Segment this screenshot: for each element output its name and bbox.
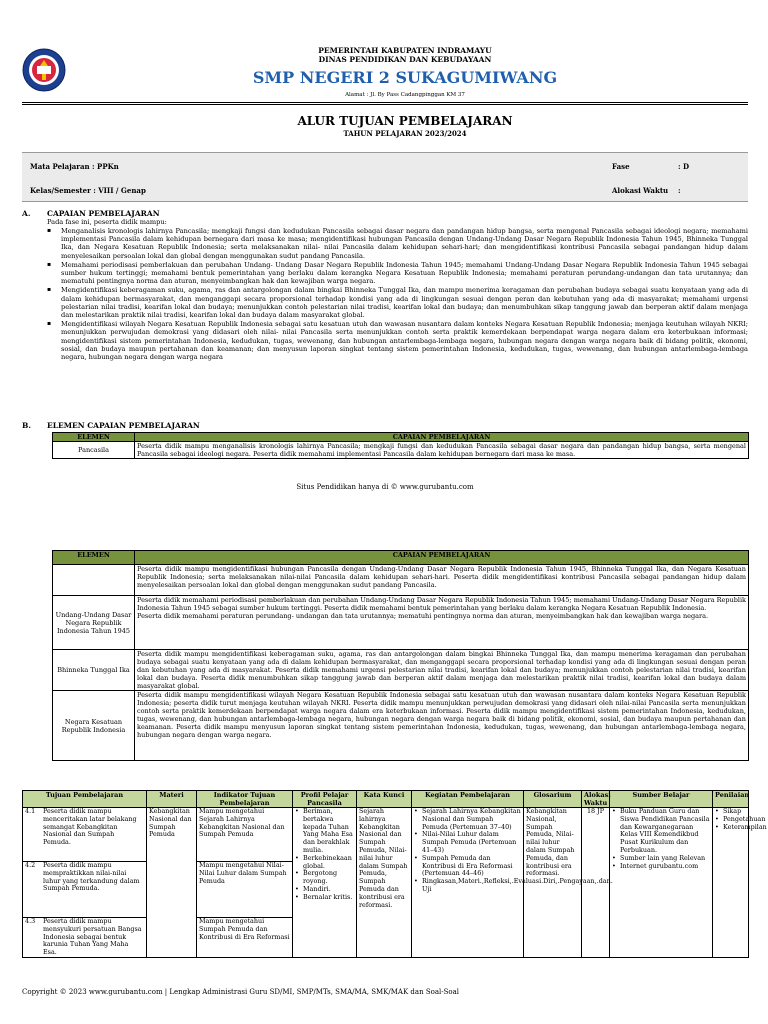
class-label: Kelas/Semester : VIII / Genap xyxy=(30,186,146,195)
tujuan-number: 4.2 xyxy=(25,861,36,869)
col-profil: Profil Pelajar Pancasila xyxy=(293,791,357,808)
capaian-cell: Peserta didik mampu mengidentifikasi keberagaman suku, agama, ras dan antargolongan dalam bingkai Bhinneka Tunggal Ika, dan mampu menerima keragaman dan perubahan budaya sebagai suatu kenyataan yang ada di dalam kehidupan bermasyarakat, dan menganggapi secara proporsional terhadap kondisi yang ada di lingkungan sesuai dengan peran dan kebutuhan yang ada di masyarakat. Peserta didik memahami urgensi pelestarian nilai tradisi, kearifan lokal dan budaya; menunjukkan contoh pelestarian nilai tradisi, kearifan lokal dan budaya. Peserta didik menumbuhkan sikap tanggung jawab dan berperan aktif dalam menjaga dan melestarikan praktik nilai tradisi, kearifan lokal dan budaya dalam masyarakat global. xyxy=(135,650,749,691)
col-elemen: ELEMEN xyxy=(53,551,135,565)
capaian-cell: Peserta didik mampu mengidentifikasi hubungan Pancasila dengan Undang-Undang Dasar Negara Republik Indonesia Tahun 1945, Bhinneka Tunggal Ika, dan Negara Kesatuan Republik Indonesia; serta melaksanakan nilai-nilai Pancasila dalam kehidupan sehari-hari. Peserta didik mengidentifikasi kontribusi Pancasila sebagai pandangan hidup dalam menyelesaikan persoalan lokal dan global dengan menggunakan sudut pandang Pancasila. xyxy=(135,565,749,596)
col-penilaian: Penilaian xyxy=(713,791,749,808)
indikator-item: Mampu mengetahui Nilai-Nilai Luhur dalam Sumpah Pemuda xyxy=(197,862,292,918)
elemen-table xyxy=(52,550,749,761)
school-name: SMP NEGERI 2 SUKAGUMIWANG xyxy=(252,68,558,87)
col-tujuan: Tujuan Pembelajaran xyxy=(23,791,147,808)
penilaian-item: • Pengetahuan xyxy=(715,816,746,824)
penilaian-cell xyxy=(713,807,767,958)
atp-table xyxy=(22,790,767,958)
profil-item: • Berkebinekaan global. xyxy=(295,855,354,871)
section-a-bullet: ▪ Mengidentifikasi keberagaman suku, agama, ras dan antargolongan dalam bingkai Bhinneka Tunggal Ika, dan mampu menerima keragaman dan perubahan budaya sebagai suatu kenyataan yang ada di dalam kehidupan bermasyarakat, dan menganggapi secara proporsional terhadap kondisi yang ada di lingkungan sesuai dengan peran dan kebutuhan yang ada di masyarakat; memahami urgensi pelestarian nilai tradisi, kearifan lokal dan budaya; menunjukkan contoh pelestarian nilai tradisi, kearifan lokal dan budaya; dan menumbuhkan sikap tanggung jawab dan berperan aktif dalam menjaga dan melestarikan praktik nilai tradisi, kearifan lokal dan budaya dalam masyarakat global. xyxy=(47,286,748,319)
tujuan-number: 4.1 xyxy=(25,807,36,815)
sumber-cell xyxy=(610,808,713,958)
kata-kunci-cell: Sejarah lahirnya Kebangkitan Nasional dan Sumpah Pemuda, Nilai-nilai luhur dalam Sumpah Pemuda, Sumpah Pemuda dan kontribusi era reformasi. xyxy=(357,808,412,958)
tujuan-number: 4.3 xyxy=(25,917,36,925)
profil-item: • Bernalar kritis. xyxy=(295,894,354,902)
agency-line: DINAS PENDIDIKAN DAN KEBUDAYAAN xyxy=(318,55,492,64)
site-footnote: Situs Pendidikan hanya di © www.gurubantu.com xyxy=(296,483,474,491)
subject-label: Mata Pelajaran : PPKn xyxy=(30,162,119,171)
col-alokasi: Alokasi Waktu xyxy=(582,791,610,808)
penilaian-item: • Keterampilan xyxy=(715,824,746,832)
col-elemen: ELEMEN xyxy=(53,433,135,442)
kegiatan-item: • Ringkasan,Materi.,Refleksi,.Evaluasi.Diri,.Pengayaan,.dan. Uji xyxy=(414,878,521,894)
capaian-cell: Peserta didik mampu menganalisis kronologis lahirnya Pancasila; mengkaji fungsi dan kedudukan Pancasila sebagai dasar negara dan pandangan hidup bangsa, serta mengenal Pancasila sebagai ideologi negara. Peserta didik memahami implementasi Pancasila dalam kehidupan bernegara dari masa ke masa. xyxy=(135,442,749,459)
capaian-cell: Peserta didik mampu mengidentifikasi wilayah Negara Kesatuan Republik Indonesia sebagai satu kesatuan utuh dan wawasan nusantara dalam konteks Negara Kesatuan Republik Indonesia; peserta didik turut menjaga keutuhan wilayah NKRI. Peserta didik mampu menunjukkan perwujudan demokrasi yang didasari oleh nilai-nilai Pancasila serta menunjukkan contoh serta praktik kemerdekaan berpendapat warga negara dalam era keterbukaan informasi. Peserta didik mampu mengidentifikasi sistem pemerintahan Indonesia, kedudukan, tugas, wewenang, dan hubungan antarlembaga-lembaga negara, hubungan negara dengan warga negara baik di bidang politik, ekonomi, sosial, dan budaya maupun pertahanan dan keamanan. Peserta didik mampu menyusun laporan singkat tentang sistem pemerintahan Indonesia, kedudukan, tugas, wewenang, dan hubungan antarlembaga-lembaga negara, hubungan negara dengan warga negara. xyxy=(135,691,749,761)
kegiatan-item: • Sumpah Pemuda dan Kontribusi di Era Reformasi (Pertemuan 44–46) xyxy=(414,855,521,878)
kegiatan-item: • Sejarah Lahirnya Kebangkitan Nasional dan Sumpah Pemuda (Pertemuan 37–40) xyxy=(414,808,521,831)
col-indikator: Indikator Tujuan Pembelajaran xyxy=(197,791,293,808)
tujuan-item xyxy=(23,862,146,918)
phase-label: Fase xyxy=(612,162,630,171)
col-capaian: CAPAIAN PEMBELAJARAN xyxy=(135,433,749,442)
document-subtitle: TAHUN PELAJARAN 2023/2024 xyxy=(343,129,467,138)
indikator-item: Mampu mengetahui Sumpah Pemuda dan Kontribusi di Era Reformasi xyxy=(199,917,290,941)
col-sumber: Sumber Belajar xyxy=(610,791,713,808)
school-emblem-icon xyxy=(22,48,66,92)
col-glosarium: Glosarium xyxy=(524,791,582,808)
header-divider-thin xyxy=(22,104,748,105)
sumber-list xyxy=(612,808,710,870)
elemen-cell: Bhinneka Tunggal Ika xyxy=(53,650,135,691)
school-address: Alamat : Jl. By Pass Cadangpinggan KM 37 xyxy=(345,92,465,98)
col-kegiatan: Kegiatan Pembelajaran xyxy=(412,791,524,808)
sumber-item: • Internet gurubantu.com xyxy=(612,863,710,871)
profil-list xyxy=(295,808,354,902)
section-a-bullet: ▪ Mengidentifikasi wilayah Negara Kesatuan Republik Indonesia sebagai satu kesatuan utuh dan wawasan nusantara dalam konteks Negara Kesatuan Republik Indonesia; menjaga keutuhan wilayah NKRI; menunjukkan perwujudan demokrasi yang didasari oleh nilai- nilai Pancasila serta menunjukkan contoh serta praktik kemerdekaan berpendapat warga negara dalam era keterbukaan informasi; mengidentifikasi sistem pemerintahan Indonesia, kedudukan, tugas, wewenang, dan hubungan antarlembaga-lembaga negara, hubungan negara dengan warga negara baik di bidang politik, ekonomi, sosial, dan budaya maupun pertahanan dan keamanan; dan menyusun laporan singkat tentang sistem pemerintahan Indonesia, kedudukan, tugas, wewenang, dan hubungan antarlembaga-lembaga negara, hubungan negara dengan warga negara xyxy=(47,320,748,361)
document-title: ALUR TUJUAN PEMBELAJARAN xyxy=(297,114,513,128)
penilaian-list xyxy=(715,807,767,831)
elemen-cell: Pancasila xyxy=(53,442,135,459)
col-capaian: CAPAIAN PEMBELAJARAN xyxy=(135,551,749,565)
penilaian-item: • Sikap xyxy=(715,808,746,816)
glosarium-cell: Kebangkitan Nasional, Sumpah Pemuda, Nilai-nilai luhur dalam Sumpah Pemuda, dan kontribusi era reformasi. xyxy=(524,808,582,958)
indikator-cell xyxy=(197,808,293,958)
kegiatan-item: • Nilai-Nilai Luhur dalam Sumpah Pemuda (Pertemuan 41–43) xyxy=(414,831,521,854)
section-a-list xyxy=(47,227,748,362)
col-kata-kunci: Kata Kunci xyxy=(357,791,412,808)
alokasi-cell: 18 JP xyxy=(582,808,610,958)
sumber-item: • Buku Panduan Guru dan Siswa Pendidikan Pancasila dan Kewarganegaraan Kelas VIII Kemendikbud Pusat Kurikulum dan Perbukuan. xyxy=(612,808,710,855)
materi-cell: Kebangkitan Nasional dan Sumpah Pemuda xyxy=(147,808,197,958)
phase-value: : D xyxy=(678,162,690,171)
elemen-table-b xyxy=(52,432,749,459)
header-divider xyxy=(22,102,748,103)
tujuan-text: Peserta didik mampu mensyukuri persatuan Bangsa Indonesia sebagai bentuk karunia Tuhan Yang Maha Esa. xyxy=(43,917,142,957)
indikator-item: Mampu mengetahui Sejarah Lahirnya Kebangkitan Nasional dan Sumpah Pemuda xyxy=(197,808,292,862)
profil-item: • Mandiri. xyxy=(295,886,354,894)
section-a-title: CAPAIAN PEMBELAJARAN xyxy=(47,209,160,218)
tujuan-item xyxy=(23,918,146,957)
tujuan-text: Peserta didik mampu menceritakan latar belakang semangat Kebangkitan Nasional dan Sumpah Pemuda. xyxy=(43,807,137,847)
tujuan-cell xyxy=(23,808,147,958)
section-b-title: ELEMEN CAPAIAN PEMBELAJARAN xyxy=(47,421,200,430)
gov-line: PEMERINTAH KABUPATEN INDRAMAYU xyxy=(318,46,492,55)
profil-cell xyxy=(293,808,357,958)
time-label: Alokasi Waktu xyxy=(612,186,669,195)
profil-item: • Beriman, bertakwa kepada Tuhan Yang Maha Esa dan berakhlak mulia. xyxy=(295,808,354,855)
section-a-intro: Pada fase ini, peserta didik mampu: xyxy=(47,218,167,226)
copyright-footer: Copyright © 2023 www.gurubantu.com | Lengkap Administrasi Guru SD/MI, SMP/MTs, SMA/MA, SMK/MAK dan Soal-Soal xyxy=(22,988,460,996)
profil-item: • Bergotong royong. xyxy=(295,870,354,886)
section-a-number: A. xyxy=(22,209,31,218)
col-materi: Materi xyxy=(147,791,197,808)
tujuan-text: Peserta didik mampu mempraktikkan nilai-nilai luhur yang terkandung dalam Sumpah Pemuda. xyxy=(43,861,140,893)
tujuan-item xyxy=(23,808,146,862)
capaian-cell: Peserta didik memahami periodisasi pemberlakuan dan perubahan Undang-Undang Dasar Negara Republik Indonesia Tahun 1945; memahami Undang-Undang Dasar Negara Republik Indonesia Tahun 1945 sebagai sumber hukum tertinggi. Peserta didik memahami bentuk pemerintahan yang berlaku dalam kerangka Negara Kesatuan Republik Indonesia. Peserta didik memahami peraturan perundang- undangan dan tata urutannya; mematuhi pentingnya norma dan aturan, menyeimbangkan hak dan kewajiban warga negara. xyxy=(135,596,749,650)
elemen-cell xyxy=(53,565,135,596)
section-a-bullet: ▪ Menganalisis kronologis lahirnya Pancasila; mengkaji fungsi dan kedudukan Pancasila sebagai dasar negara dan pandangan hidup bangsa, serta mengenal Pancasila sebagai ideologi negara; memahami implementasi Pancasila dalam kehidupan bernegara dari masa ke masa; mengidentifikasi hubungan Pancasila dengan Undang-Undang Dasar Negara Republik Indonesia Tahun 1945, Bhinneka Tunggal Ika, dan Negara Kesatuan Republik Indonesia; serta melaksanakan nilai- nilai Pancasila dalam kehidupan sehari-hari; dan mengidentifikasi kontribusi Pancasila sebagai pandangan hidup dalam menyelesaikan persoalan lokal dan global dengan menggunakan sudut pandang Pancasila. xyxy=(47,227,748,260)
section-a-bullet: ▪ Memahami periodisasi pemberlakuan dan perubahan Undang- Undang Dasar Negara Republik Indonesia Tahun 1945; memahami Undang-Undang Dasar Negara Republik Indonesia Tahun 1945 sebagai sumber hukum tertinggi; memahami bentuk pemerintahan yang berlaku dalam kerangka Negara Kesatuan Republik Indonesia; memahami peraturan perundang-undangan dan tata urutannya; dan mematuhi pentingnya norma dan aturan, menyeimbangkan hak dan kewajiban warga negara. xyxy=(47,261,748,286)
time-value: : xyxy=(678,186,681,195)
section-b-number: B. xyxy=(22,421,31,430)
elemen-cell: Negara Kesatuan Republik Indonesia xyxy=(53,691,135,761)
sumber-item: • Sumber lain yang Relevan xyxy=(612,855,710,863)
elemen-cell: Undang-Undang Dasar Negara Republik Indonesia Tahun 1945 xyxy=(53,596,135,650)
